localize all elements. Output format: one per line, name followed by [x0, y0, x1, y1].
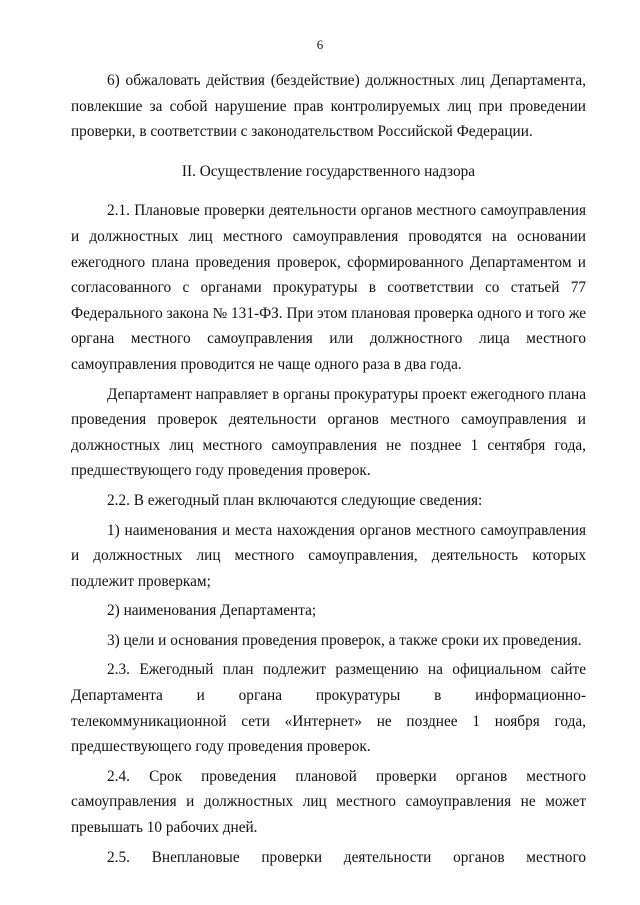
- document-body: [71, 68, 586, 870]
- list-item-2: 2) наименования Департамента;: [107, 602, 317, 620]
- page-number: 6: [316, 37, 324, 52]
- section-heading: II. Осуществление государственного надзора: [181, 162, 476, 180]
- paragraph-2-4: 2.4. Срок проведения плановой проверки органов местного самоуправления и должностных лиц местного самоуправления не может превышать 10 рабочих дней.: [71, 767, 586, 837]
- paragraph-2-5: 2.5. Внеплановые проверки деятельности органов местного: [107, 848, 586, 866]
- paragraph-2-1: 2.1. Плановые проверки деятельности органов местного самоуправления и должностных лиц местного самоуправления проводятся на основании ежегодного плана проведения проверок, сформированного Департаментом и согласованного с органами прокуратуры в соответствии со статьей 77 Федерального закона № 131-ФЗ. При этом плановая проверка одного и того же органа местного самоуправления или должностного лица местного самоуправления проводится не чаще одного раза в два года.: [71, 202, 586, 373]
- list-item-1: 1) наименования и места нахождения органов местного самоуправления и должностных лиц местного самоуправления, деятельность которых подлежит проверкам;: [71, 521, 586, 590]
- list-item-3: 3) цели и основания проведения проверок, а также сроки их проведения.: [107, 631, 582, 649]
- paragraph-appeal-right: 6) обжаловать действия (бездействие) должностных лиц Департамента, повлекшие за собой нарушение прав контролируемых лиц при проведении проверки, в соответствии с законодательством Российской Федерации.: [71, 72, 586, 141]
- paragraph-2-2: 2.2. В ежегодный план включаются следующие сведения:: [107, 491, 483, 509]
- paragraph-department-draft-plan: Департамент направляет в органы прокуратуры проект ежегодного плана проведения проверок деятельности органов местного самоуправления и должностных лиц местного самоуправления не позднее 1 сентября года, предшествующего году проведения проверок.: [71, 385, 586, 480]
- paragraph-2-3: 2.3. Ежегодный план подлежит размещению на официальном сайте Департамента и органа прокуратуры в информационно-телекоммуникационной сети «Интернет» не позднее 1 ноября года, предшествующего году проведения проверок.: [71, 661, 586, 756]
